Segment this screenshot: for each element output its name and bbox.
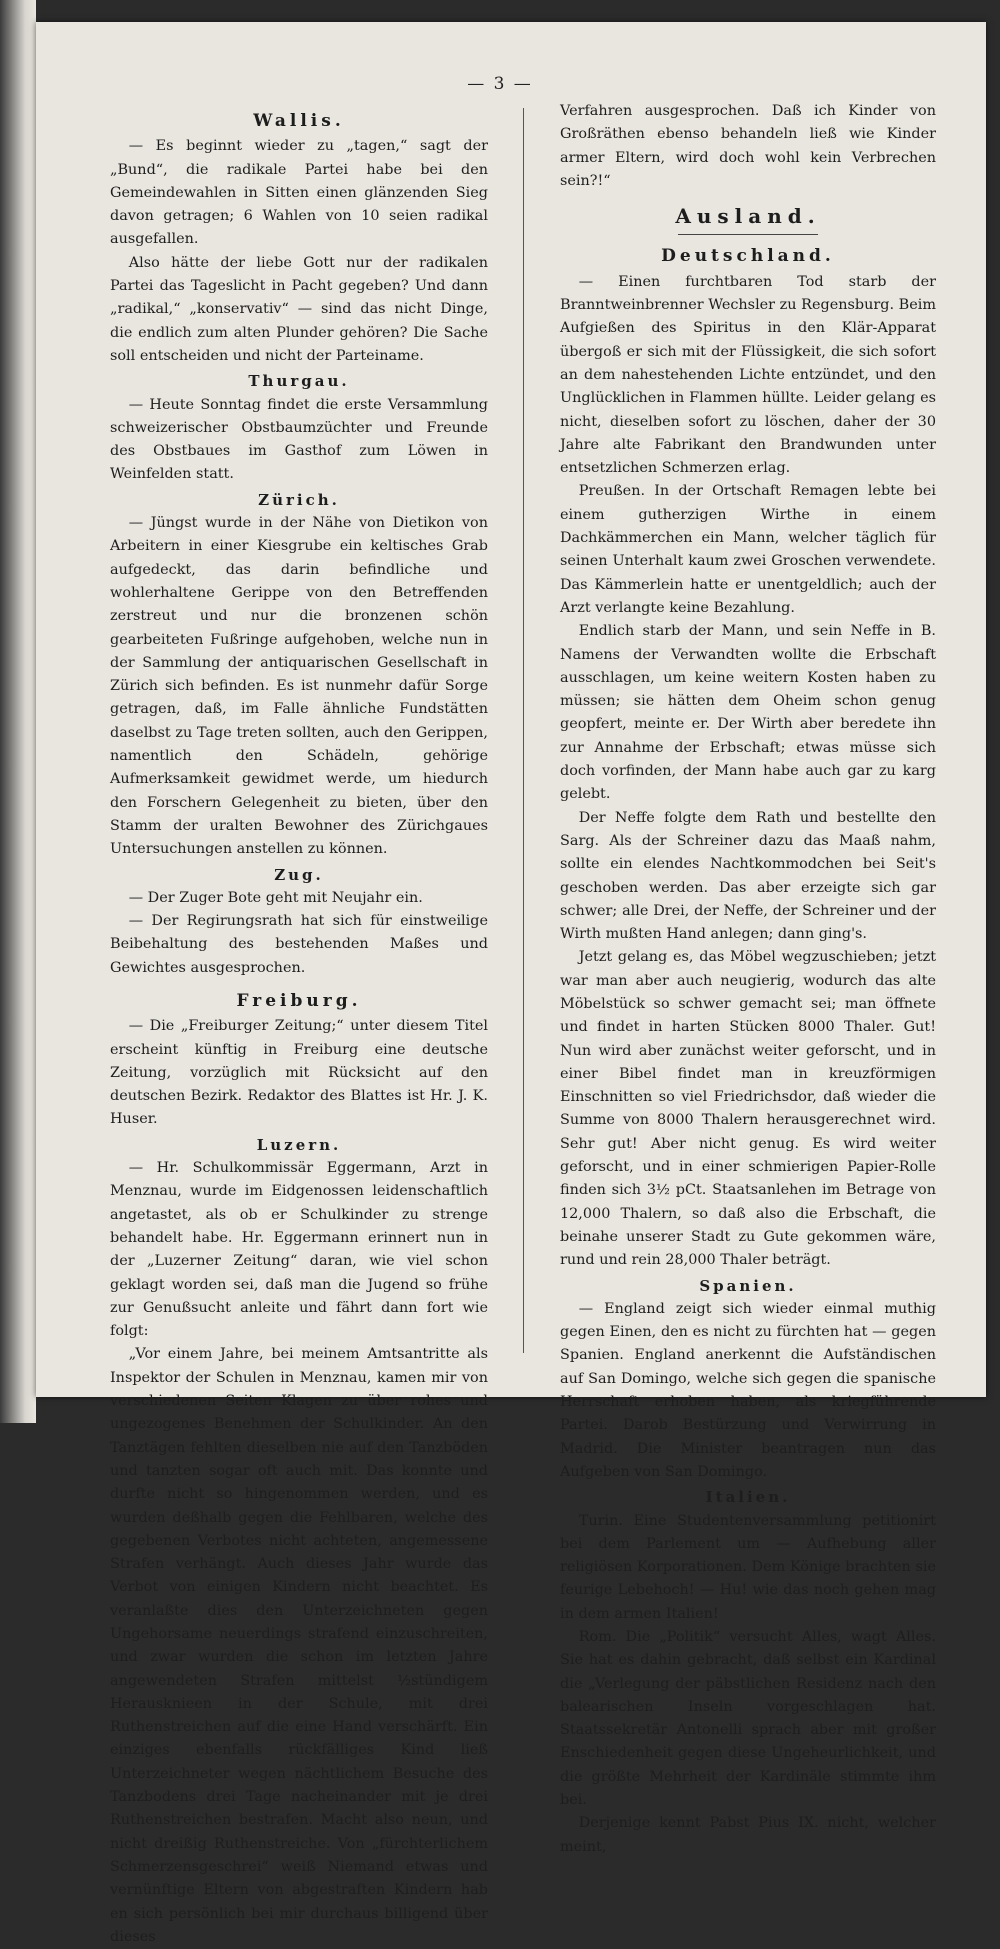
- page-number: — 3 —: [467, 74, 533, 94]
- paragraph: Turin. Eine Studentenversammlung petitionirt bei dem Parlement um — Aufhebung aller religiösen Korporationen. Dem Könige brachten sie feurige Lebehoch! — Hu! wie das noch gehen mag in dem armen Italien!: [560, 1512, 936, 1622]
- left-column: [110, 100, 488, 1949]
- heading-deutschland: Deutschland.: [661, 246, 835, 267]
- right-column: [560, 100, 936, 1859]
- column-divider: [523, 108, 524, 1353]
- heading-freiburg: Freiburg.: [236, 990, 362, 1011]
- divider-rule: [678, 234, 818, 235]
- paragraph: — Der Zuger Bote geht mit Neujahr ein.: [128, 889, 423, 906]
- heading-spanien: Spanien.: [699, 1276, 797, 1295]
- paragraph: Endlich starb der Mann, und sein Neffe in B. Namens der Verwandten wollte die Erbschaft ausschlagen, um keine weitern Kosten haben zu müssen; sie hätten dem Oheim schon genug geopfert, meinte er. Der Wirth aber beredete ihn zur Annahme der Erbschaft; etwas müsse sich doch vorfinden, der Mann habe auch gar zu karg gelebt.: [560, 623, 936, 803]
- paragraph: Verfahren ausgesprochen. Daß ich Kinder von Großräthen ebenso behandeln ließ wie Kinder armer Eltern, wird doch wohl kein Verbrechen sein?!“: [560, 103, 936, 189]
- heading-zug: Zug.: [274, 865, 324, 884]
- paragraph: Preußen. In der Ortschaft Remagen lebte bei einem gutherzigen Wirthe in einem Dachkämmerchen ein Mann, welcher täglich für seinen Unterhalt kaum zwei Groschen verwendete. Das Kämmerlein hatte er unentgeldlich; auch der Arzt verlangte keine Bezahlung.: [560, 483, 936, 616]
- heading-italien: Italien.: [705, 1488, 791, 1507]
- heading-luzern: Luzern.: [256, 1135, 342, 1154]
- heading-thurgau: Thurgau.: [248, 372, 350, 391]
- paragraph: Also hätte der liebe Gott nur der radikalen Partei das Tageslicht in Pacht gegeben? Und dann „radikal,“ „konservativ“ — sind das nicht Dinge, die endlich zum alten Plunder gehören? Die Sache soll entscheiden und nicht der Parteiname.: [110, 254, 488, 364]
- book-binding: [0, 0, 36, 1423]
- paragraph: — Jüngst wurde in der Nähe von Dietikon von Arbeitern in einer Kiesgrube ein keltisches Grab aufgedeckt, das darin befindliche und wohlerhaltene Gerippe von den Betreffenden zerstreut und nur die bronzenen schön gearbeiteten Fußringe aufgehoben, welche nun in der Sammlung der antiquarischen Gesellschaft in Zürich sich befinden. Es ist nunmehr dafür Sorge getragen, daß, im Falle ähnliche Fundstätten daselbst zu Tage treten sollten, auch den Gerippen, namentlich den Schädeln, gehörige Aufmerksamkeit gewidmet werde, um hiedurch den Forschern Gelegenheit zu bieten, über den Stamm der uralten Bewohner des Zürichgaues Untersuchungen anstellen zu können.: [110, 515, 488, 858]
- paragraph: Rom. Die „Politik“ versucht Alles, wagt Alles. Sie hat es dahin gebracht, daß selbst ein Kardinal die „Verlegung der päbstlichen Residenz nach den balearischen Inseln vorgeschlagen hat. Staatssekretär Antonelli sprach aber mit großer Enschiedenheit gegen diese Ungeheurlichkeit, und die größte Mehrheit der Kardinäle stimmte ihm bei.: [560, 1629, 936, 1809]
- paragraph: Derjenige kennt Pabst Pius IX. nicht, welcher meint,: [560, 1815, 936, 1855]
- paragraph: — England zeigt sich wieder einmal muthig gegen Einen, den es nicht zu fürchten hat — gegen Spanien. England anerkennt die Aufständischen auf San Domingo, welche sich gegen die spanische Herrschaft erhoben haben, als kriegführende Partei. Darob Bestürzung und Verwirrung in Madrid. Die Minister beantragen nun das Aufgeben von San Domingo.: [560, 1300, 936, 1480]
- paragraph: — Einen furchtbaren Tod starb der Branntweinbrenner Wechsler zu Regensburg. Beim Aufgießen des Spiritus in den Klär-Apparat übergoß er sich mit der Flüssigkeit, die sich sofort an dem nahestehenden Lichte entzündet, und den Unglücklichen in Flammen hüllte. Leider gelang es nicht, dieselben sofort zu löschen, daher der 30 Jahre alte Fabrikant den Brandwunden unter entsetzlichen Schmerzen erlag.: [560, 273, 936, 477]
- paragraph: — Die „Freiburger Zeitung;“ unter diesem Titel erscheint künftig in Freiburg eine deutsche Zeitung, vorzüglich mit Rücksicht auf den deutschen Bezirk. Redaktor des Blattes ist Hr. J. K. Huser.: [110, 1018, 488, 1128]
- paragraph: Jetzt gelang es, das Möbel wegzuschieben; jetzt war man aber auch neugierig, wodurch das alte Möbelstück so schwer gemacht sei; man öffnete und findet in harten Stücken 8000 Thaler. Gut! Nun wird aber zunächst weiter geforscht, und in einer Bibel findet man in kreuzförmigen Einschnitten so viel Friedrichsdor, daß wieder die Summe von 8000 Thalern herausgerechnet wird. Sehr gut! Aber nicht genug. Es wird weiter geforscht, und in einer schmierigen Papier-Rolle finden sich 3½ pCt. Staatsanlehen im Betrage von 12,000 Thalern, so daß also die Erbschaft, die beinahe unserer Stadt zu Gute gekommen wäre, rund und rein 28,000 Thaler beträgt.: [560, 949, 936, 1269]
- paragraph: — Hr. Schulkommissär Eggermann, Arzt in Menznau, wurde im Eidgenossen leidenschaftlich angetastet, als ob er Schulkinder zu strenge behandelt habe. Hr. Eggermann erinnert nun in der „Luzerner Zeitung“ daran, wie viel schon geklagt worden sei, daß man die Jugend so frühe zur Genußsucht anleite und fährt dann fort wie folgt:: [110, 1160, 488, 1340]
- paragraph: — Heute Sonntag findet die erste Versammlung schweizerischer Obstbaumzüchter und Freunde des Obstbaues im Gasthof zum Löwen in Weinfelden statt.: [110, 396, 488, 483]
- heading-wallis: Wallis.: [253, 111, 345, 131]
- paragraph: — Es beginnt wieder zu „tagen,“ sagt der „Bund“, die radikale Partei habe bei den Gemeindewahlen in Sitten einen glänzenden Sieg davon getragen; 6 Wahlen von 10 seien radikal ausgefallen.: [110, 138, 488, 248]
- paragraph: Der Neffe folgte dem Rath und bestellte den Sarg. Als der Schreiner dazu das Maaß nahm, sollte ein elendes Nachtkommodchen bei Seit's geschoben werden. Das aber erzeigte sich gar schwer; alle Drei, der Neffe, der Schreiner und der Wirth mußten Hand anlegen; dann ging's.: [560, 809, 936, 943]
- paragraph: „Vor einem Jahre, bei meinem Amtsantritte als Inspektor der Schulen in Menznau, kamen mir von verschiedenen Seiten Klagen zu über rohes und ungezogenes Benehmen der Schulkinder. An den Tanztägen fehlten dieselben nie auf den Tanzböden und tanzten sogar oft auch mit. Das konnte und durfte nicht so hingenommen werden, und es wurden deßhalb gegen die Fehlbaren, welche des gegebenen Verbotes nicht achteten, angemessene Strafen verhängt. Auch dieses Jahr wurde das Verbot von einigen Kindern nicht beachtet. Es veranlaßte dies den Unterzeichneten gegen Ungehorsame neuerdings strafend einzuschreiten, und zwar wurden die schon im letzten Jahre angewendeten Strafen mittelst ½stündigem Herausknieen in der Schule, mit drei Ruthenstreichen auf die eine Hand verschärft. Ein einziges ebenfalls rückfälliges Kind ließ Unterzeichneter wegen nächtlichem Besuche des Tanzbodens drei Tage nacheinander mit je drei Ruthenstreichen bestrafen. Macht also neun, und nicht dreißig Ruthenstreiche. Von „fürchterlichem Schmerzensgeschrei“ weiß Niemand etwas und vernünftige Eltern von abgestraften Kindern hab en sich persönlich bei mir durchaus billigend über dieses: [110, 1346, 488, 1945]
- heading-zuerich: Zürich.: [258, 490, 340, 509]
- heading-ausland: Ausland.: [675, 204, 821, 229]
- paragraph: — Der Regirungsrath hat sich für einstweilige Beibehaltung des bestehenden Maßes und Gewichtes ausgesprochen.: [110, 913, 488, 976]
